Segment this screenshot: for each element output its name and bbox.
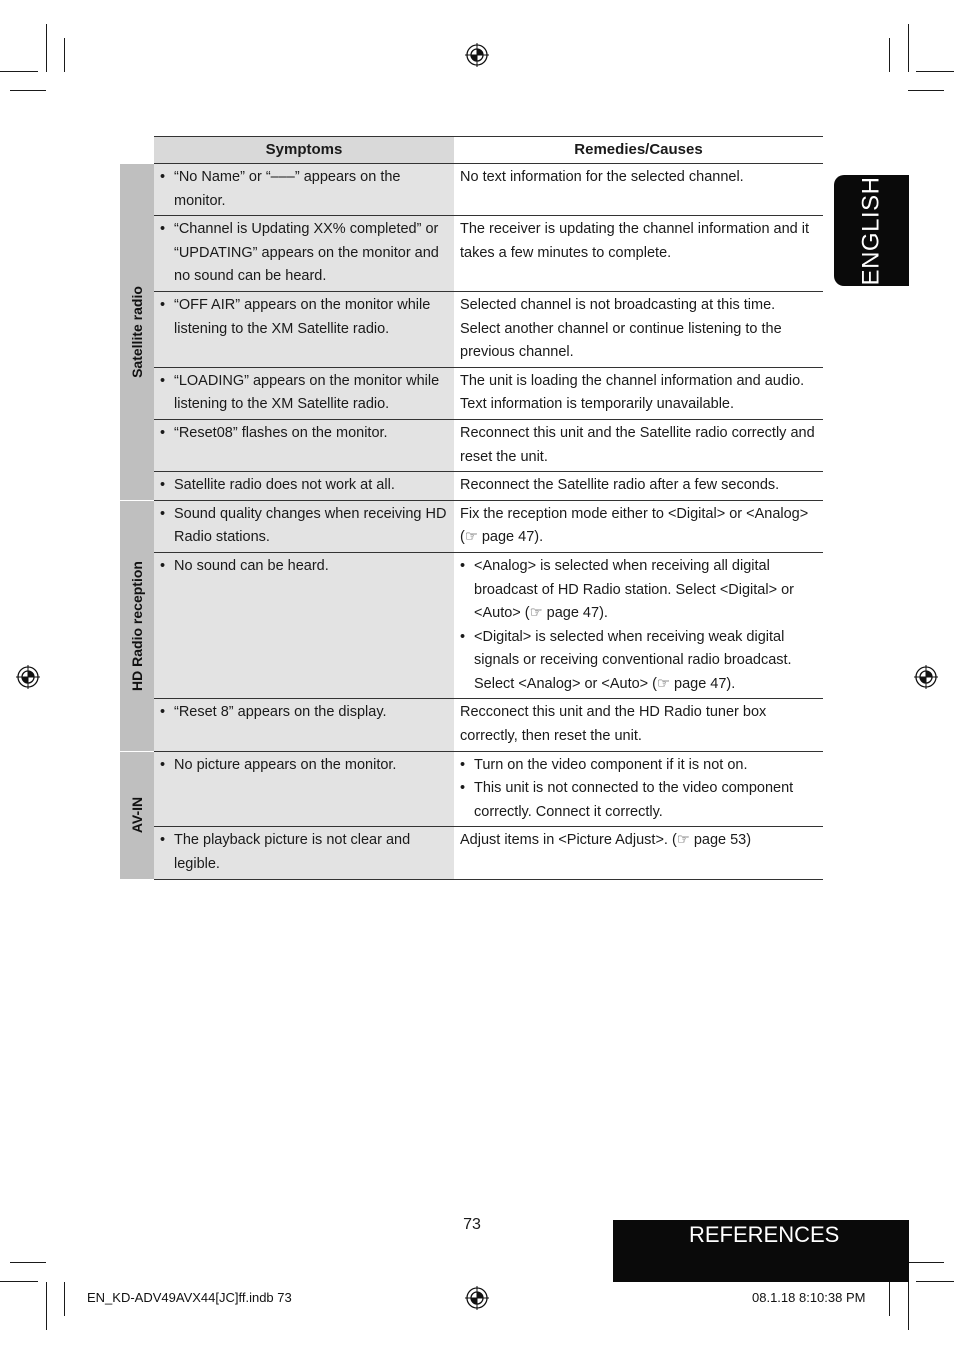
table-row xyxy=(154,292,823,368)
remedy-list-item: • Turn on the video component if it is not on. xyxy=(460,754,819,778)
table-row xyxy=(154,368,823,420)
crop-mark xyxy=(46,1282,47,1330)
remedy-cell: Recconect this unit and the HD Radio tuner box correctly, then reset the unit. xyxy=(460,704,767,745)
symptom-cell: • “No Name” or “–––” appears on the monitor. xyxy=(154,164,454,215)
section-satellite-radio xyxy=(120,164,823,501)
table-row xyxy=(154,164,823,216)
crop-mark xyxy=(908,1282,909,1330)
crop-mark xyxy=(908,1262,944,1263)
crop-mark xyxy=(908,90,944,91)
table-header xyxy=(154,136,823,164)
crop-mark xyxy=(64,1282,65,1316)
symptom-cell: • “Channel is Updating XX% completed” or “UPDATING” appears on the monitor and no sound can be heard. xyxy=(154,216,454,291)
section-hd-radio-reception xyxy=(120,501,823,752)
remedy-cell: Reconnect the Satellite radio after a few seconds. xyxy=(460,477,780,494)
remedy-cell xyxy=(454,553,823,699)
table-row xyxy=(154,553,823,700)
registration-mark-icon xyxy=(465,1286,489,1310)
table-row xyxy=(154,472,823,501)
language-tab xyxy=(834,175,909,286)
section-label: AV-IN xyxy=(129,796,145,834)
remedy-cell: No text information for the selected channel. xyxy=(460,169,744,185)
section-label: Satellite radio xyxy=(129,285,145,378)
symptom-cell: • “OFF AIR” appears on the monitor while listening to the XM Satellite radio. xyxy=(154,292,454,367)
registration-mark-icon xyxy=(465,43,489,67)
remedies-header: Remedies/Causes xyxy=(454,137,823,163)
crop-mark xyxy=(916,1281,954,1282)
table-row xyxy=(154,827,823,879)
crop-mark xyxy=(889,1282,890,1316)
symptom-cell: • No picture appears on the monitor. xyxy=(154,752,454,827)
language-tab-label: ENGLISH xyxy=(857,176,885,285)
references-label: REFERENCES xyxy=(689,1222,840,1247)
crop-mark xyxy=(10,1262,46,1263)
crop-mark xyxy=(0,1281,38,1282)
section-label: HD Radio reception xyxy=(129,560,145,691)
table-row xyxy=(154,216,823,292)
crop-mark xyxy=(10,90,46,91)
crop-mark xyxy=(64,38,65,72)
troubleshooting-table xyxy=(120,136,823,880)
crop-mark xyxy=(889,38,890,72)
footer-timestamp: 08.1.18 8:10:38 PM xyxy=(752,1290,866,1305)
table-row xyxy=(154,699,823,751)
footer-file-info: EN_KD-ADV49AVX44[JC]ff.indb 73 xyxy=(87,1290,292,1305)
remedy-cell: The receiver is updating the channel information and it takes a few minutes to complete. xyxy=(460,221,810,261)
crop-mark xyxy=(46,24,47,72)
crop-mark xyxy=(0,71,38,72)
remedy-cell: Selected channel is not broadcasting at this time. Select another channel or continue listening to the previous channel. xyxy=(460,296,782,361)
remedy-list-item: • <Digital> is selected when receiving weak digital signals or receiving conventional radio broadcast. Select <Analog> or <Auto> (☞ page 47). xyxy=(460,626,819,697)
crop-mark xyxy=(916,71,954,72)
remedy-list-item: • <Analog> is selected when receiving all digital broadcast of HD Radio station. Select <Digital> or <Auto> (☞ page 47). xyxy=(460,555,819,626)
symptom-cell: • The playback picture is not clear and legible. xyxy=(154,827,454,878)
remedy-cell: Adjust items in <Picture Adjust>. (☞ page 53) xyxy=(460,832,752,849)
section-av-in xyxy=(120,752,823,880)
registration-mark-icon xyxy=(16,665,40,689)
symptom-cell: • “Reset 8” appears on the display. xyxy=(154,699,454,750)
table-row xyxy=(154,501,823,553)
remedy-cell: Fix the reception mode either to <Digital> or <Analog> (☞ page 47). xyxy=(460,505,809,546)
section-label-cell xyxy=(120,164,154,501)
symptoms-header: Symptoms xyxy=(265,141,343,158)
section-label-cell xyxy=(120,752,154,880)
section-label-cell xyxy=(120,501,154,752)
symptom-cell: • “Reset08” flashes on the monitor. xyxy=(154,420,454,471)
symptom-cell: • “LOADING” appears on the monitor while listening to the XM Satellite radio. xyxy=(154,368,454,419)
references-bar xyxy=(613,1220,909,1282)
registration-mark-icon xyxy=(914,665,938,689)
remedy-cell xyxy=(454,752,823,827)
table-row xyxy=(154,420,823,472)
table-row xyxy=(154,752,823,828)
page-number: 73 xyxy=(463,1216,481,1233)
symptom-cell: • Sound quality changes when receiving HD Radio stations. xyxy=(154,501,454,552)
crop-mark xyxy=(908,24,909,72)
symptom-cell: • Satellite radio does not work at all. xyxy=(154,472,454,500)
symptom-cell: • No sound can be heard. xyxy=(154,553,454,699)
remedy-cell: Reconnect this unit and the Satellite radio correctly and reset the unit. xyxy=(460,424,815,465)
remedy-list-item: • This unit is not connected to the video component correctly. Connect it correctly. xyxy=(460,777,819,824)
remedy-cell: The unit is loading the channel information and audio. Text information is temporarily unavailable. xyxy=(460,372,805,413)
